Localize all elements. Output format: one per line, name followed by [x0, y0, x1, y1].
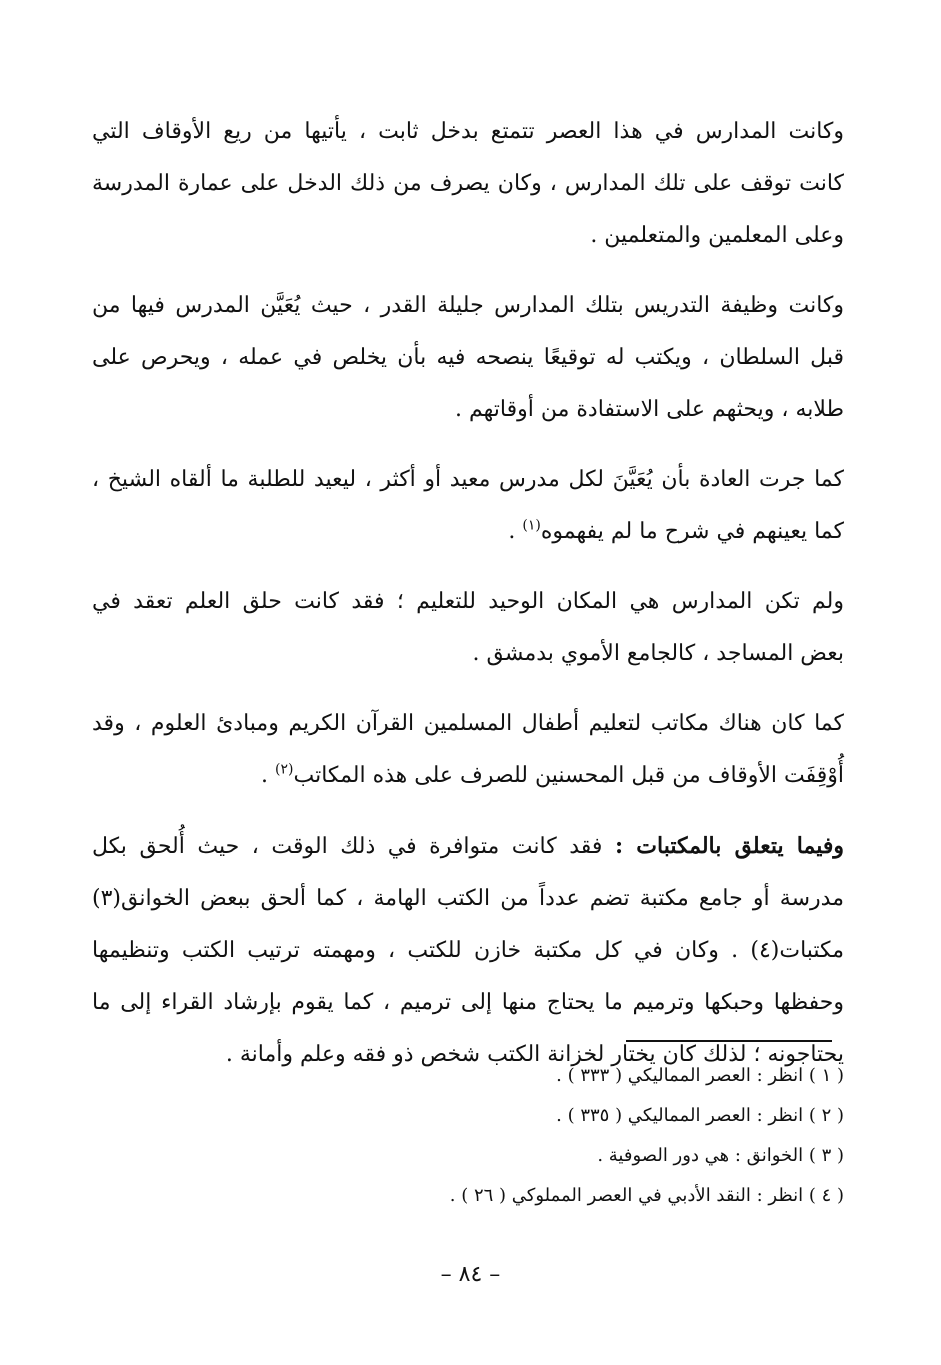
- paragraph-assistant-teachers: [92, 454, 844, 558]
- text-span: فقد كانت متوافرة في ذلك الوقت ، حيث أُلحق بكل: [92, 834, 615, 859]
- paragraph-kuttabs: [92, 698, 844, 802]
- text-span: أُوْقِفَت الأوقاف من قبل المحسنين للصرف على هذه المكاتب: [293, 763, 844, 788]
- footnote-2: ( ٢ ) انظر : العصر المماليكي ( ٣٣٥ ) .: [556, 1105, 844, 1126]
- text-line: وحفظها وحبكها وترميم ما يحتاج منها إلى ترميم ، كما يقوم بإرشاد القراء إلى ما: [92, 990, 844, 1015]
- main-text: [92, 106, 844, 1099]
- footnote-separator: [626, 1040, 832, 1042]
- text-line: قبل السلطان ، ويكتب له توقيعًا ينصحه فيه بأن يخلص في عمله ، ويحرص على: [92, 345, 844, 370]
- text-line: كما كان هناك مكاتب لتعليم أطفال المسلمين القرآن الكريم ومبادئ العلوم ، وقد: [92, 711, 844, 736]
- footnote-1: ( ١ ) انظر : العصر المماليكي ( ٣٣٣ ) .: [556, 1065, 844, 1086]
- text-line: [92, 820, 844, 873]
- text-line: وكانت وظيفة التدريس بتلك المدارس جليلة القدر ، حيث يُعَيَّن المدرس فيها من: [92, 293, 844, 318]
- text-line: كما جرت العادة بأن يُعَيَّنَ لكل مدرس معيد أو أكثر ، ليعيد للطلبة ما ألقاه الشيخ ،: [92, 467, 844, 492]
- footnote-4: ( ٤ ) انظر : النقد الأدبي في العصر المملوكي ( ٢٦ ) .: [449, 1185, 844, 1206]
- paragraph-lead: وفيما يتعلق بالمكتبات :: [614, 833, 844, 859]
- footnotes: [350, 1056, 844, 1216]
- text-span: كما يعينهم في شرح ما لم يفهموه: [540, 519, 844, 544]
- text-line: مكتبات(٤) . وكان في كل مكتبة خازن للكتب ، ومهمته ترتيب الكتب وتنظيمها: [92, 938, 844, 963]
- text-line: [92, 750, 844, 802]
- paragraph-schools-income: [92, 106, 844, 262]
- text-line: وعلى المعلمين والمتعلمين .: [590, 223, 844, 248]
- page-number: – ٨٤ –: [440, 1262, 501, 1287]
- paragraph-teaching-role: [92, 280, 844, 436]
- text-line: طلابه ، ويحثهم على الاستفادة من أوقاتهم .: [455, 397, 844, 422]
- footnote-ref: (٢): [275, 761, 294, 778]
- text-line: وكانت المدارس في هذا العصر تتمتع بدخل ثابت ، يأتيها من ريع الأوقاف التي: [92, 119, 844, 144]
- text-line: بعض المساجد ، كالجامع الأموي بدمشق .: [472, 641, 844, 666]
- text-line: مدرسة أو جامع مكتبة تضم عدداً من الكتب الهامة ، كما ألحق ببعض الخوانق(٣): [92, 886, 844, 911]
- text-line: يحتاجونه ؛ لذلك كان يختار لخزانة الكتب شخص ذو فقه وعلم وأمانة .: [225, 1042, 844, 1067]
- text-span: .: [508, 519, 523, 544]
- text-line: [92, 506, 844, 558]
- paragraph-study-circles: [92, 576, 844, 680]
- footnote-ref: (١): [522, 517, 541, 534]
- footnote-3: ( ٣ ) الخوانق : هي دور الصوفية .: [597, 1145, 844, 1166]
- text-line: كانت توقف على تلك المدارس ، وكان يصرف من ذلك الدخل على عمارة المدرسة: [92, 171, 844, 196]
- text-line: ولم تكن المدارس هي المكان الوحيد للتعليم ؛ فقد كانت حلق العلم تعقد في: [92, 589, 844, 614]
- text-span: .: [261, 763, 276, 788]
